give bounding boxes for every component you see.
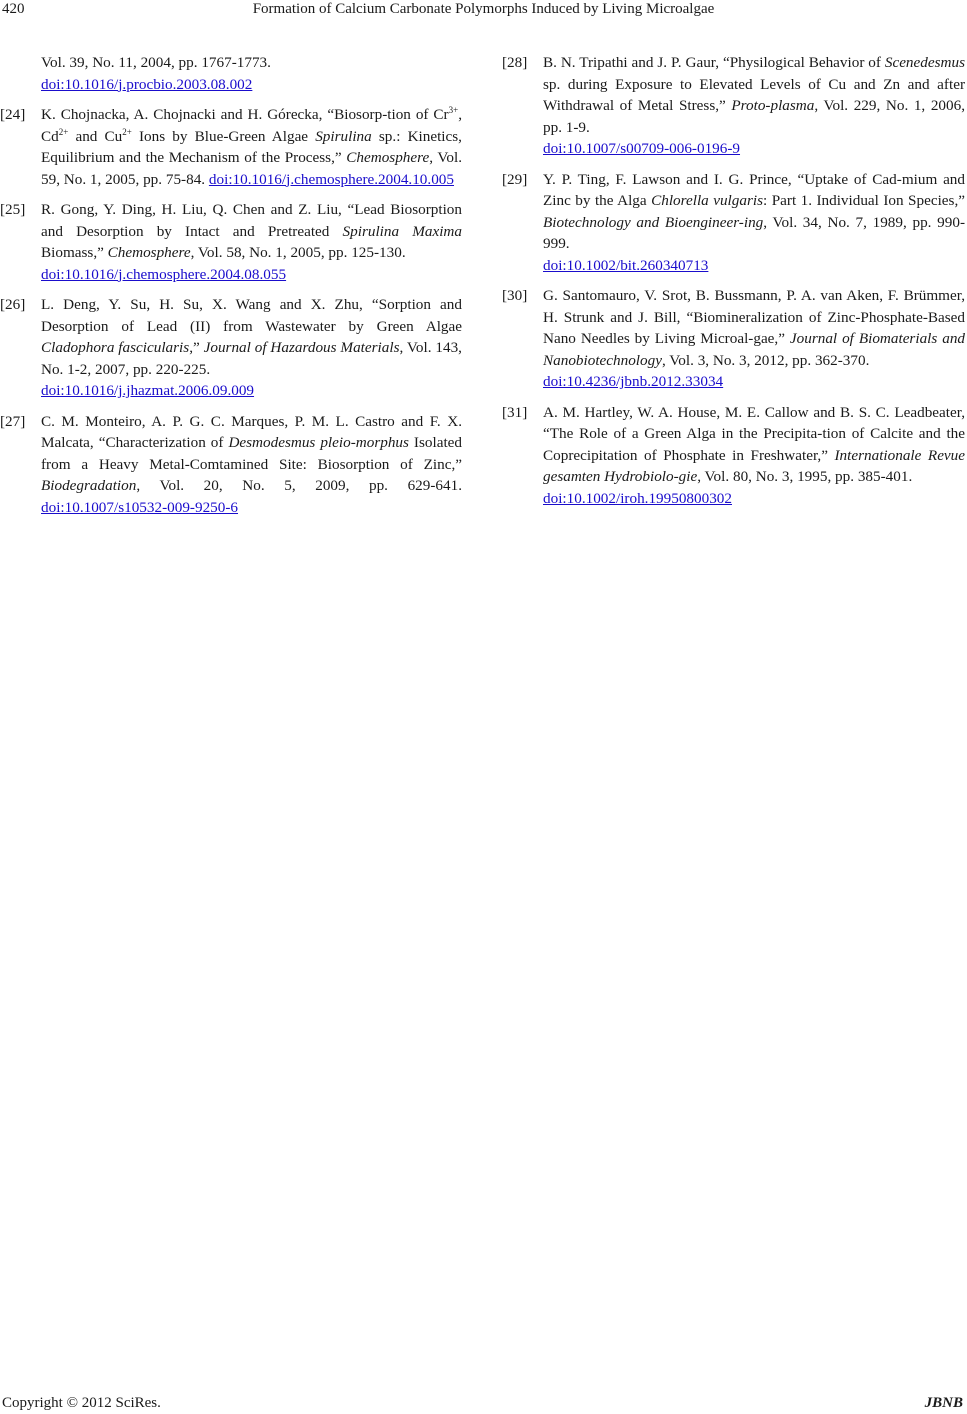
ref-text: sp. during Exposure to Elevated Levels of Cu and Zn and after Withdrawal of Metal Stress,” <box>543 75 965 114</box>
doi-link[interactable]: doi:10.1007/s00709-006-0196-9 <box>543 140 741 157</box>
ref-text: Vol. 39, No. 11, 2004, pp. 1767-1773. <box>41 54 271 71</box>
ref-text: , Vol. 59, No. 1, 2005, pp. 75-84. <box>41 149 462 188</box>
superscript: 2+ <box>122 126 132 137</box>
species-name: Chlorella vulgaris <box>651 192 764 209</box>
journal-name: Chemosphere <box>107 244 191 261</box>
reference-29 <box>502 169 965 277</box>
doi-link[interactable]: doi:10.1016/j.jhazmat.2006.09.009 <box>41 382 255 399</box>
ref-text: , Vol. 20, No. 5, 2009, pp. 629-641. <box>136 477 462 494</box>
reference-23-continuation <box>0 52 462 95</box>
journal-name: Journal of Hazardous Materials <box>203 339 400 356</box>
doi-link[interactable]: doi:10.1002/bit.260340713 <box>543 256 709 274</box>
ref-text: sp.: Kinetics, Equilibrium and the Mechanism of the Process,” <box>41 127 462 166</box>
ref-text: , Vol. 58, No. 1, 2005, pp. 125-130. <box>190 244 406 261</box>
ref-text: Y. P. Ting, F. Lawson and I. G. Prince, “Uptake of Cad-mium and Zinc by the Alga <box>543 170 965 209</box>
reference-26 <box>0 294 462 402</box>
species-name: Cladophora fascicularis <box>41 339 190 356</box>
journal-abbreviation: JBNB <box>924 1395 963 1411</box>
ref-text: L. Deng, Y. Su, H. Su, X. Wang and X. Zhu, “Sorption and Desorption of Lead (II) from Wastewater by Green Algae <box>41 296 462 335</box>
ref-text: and Cu <box>68 127 123 145</box>
ref-text: , Vol. 3, No. 3, 2012, pp. 362-370. <box>661 351 870 369</box>
ref-number: [31] <box>502 403 528 421</box>
journal-name: Proto-plasma <box>731 97 815 114</box>
ref-text: , Vol. 80, No. 3, 1995, pp. 385-401. <box>697 468 913 485</box>
ref-text: C. M. Monteiro, A. P. G. C. Marques, P. M. L. Castro and F. X. Malcata, “Characterization of <box>41 412 462 451</box>
ref-text: , Vol. 229, No. 1, 2006, pp. 1-9. <box>543 97 966 136</box>
ref-text: , Vol. 34, No. 7, 1989, pp. 990-999. <box>543 213 965 252</box>
ref-number: [27] <box>0 412 26 430</box>
right-column <box>502 52 965 518</box>
doi-link[interactable]: doi:10.1007/s10532-009-9250-6 <box>41 498 239 516</box>
journal-name: Biodegradation <box>41 477 137 494</box>
superscript: 2+ <box>58 126 69 137</box>
ref-text: R. Gong, Y. Ding, H. Liu, Q. Chen and Z. Liu, “Lead Biosorption and Desorption by Intact and Pretreated <box>41 201 462 240</box>
ref-number: [30] <box>502 287 528 304</box>
doi-link[interactable]: doi:10.1016/j.chemosphere.2004.08.055 <box>41 265 287 283</box>
ref-number: [24] <box>0 106 26 123</box>
page-number: 420 <box>2 1 25 17</box>
ref-text: : Part 1. Individual Ion Species,” <box>763 192 965 209</box>
reference-25 <box>0 199 462 285</box>
journal-name: Chemosphere <box>346 149 430 166</box>
doi-link[interactable]: doi:10.1002/iroh.19950800302 <box>543 489 732 507</box>
running-title: Formation of Calcium Carbonate Polymorphs Induced by Living Microalgae <box>252 1 715 17</box>
ref-text: Ions by Blue-Green Algae <box>131 127 316 145</box>
ref-text: Isolated from a Heavy Metal-Comtamined Site: Biosorption of Zinc,” <box>41 434 462 473</box>
doi-link[interactable]: doi:10.1016/j.chemosphere.2004.10.005 <box>208 170 454 188</box>
ref-number: [26] <box>0 296 26 313</box>
copyright-notice: Copyright © 2012 SciRes. <box>2 1395 161 1411</box>
ref-text: K. Chojnacka, A. Chojnacki and H. Górecka, “Biosorp-tion of Cr <box>41 106 449 123</box>
page-header <box>0 0 967 22</box>
reference-27 <box>0 411 462 519</box>
ref-text: Biomass,” <box>41 244 108 261</box>
ref-text: , Cd <box>41 106 462 145</box>
ref-text: , Vol. 143, No. 1-2, 2007, pp. 220-225. <box>41 339 462 378</box>
superscript: 3+ <box>448 105 459 115</box>
ref-number: [25] <box>0 201 26 218</box>
reference-30 <box>502 285 965 393</box>
doi-link[interactable]: doi:10.1016/j.procbio.2003.08.002 <box>41 75 253 93</box>
reference-28 <box>502 52 965 160</box>
left-column <box>0 52 462 527</box>
ref-text: A. M. Hartley, W. A. House, M. E. Callow and B. S. C. Leadbeater, “The Role of a Green Alga in the Precipita-tion of Calcite and the Coprecipitation of Phosphate in Freshwater,” <box>543 403 965 464</box>
species-name: Desmodesmus pleio-morphus <box>228 434 409 451</box>
species-name: Spirulina Maxima <box>342 222 462 240</box>
species-name: Scenedesmus <box>884 54 965 71</box>
doi-link[interactable]: doi:10.4236/jbnb.2012.33034 <box>543 373 724 390</box>
ref-text: B. N. Tripathi and J. P. Gaur, “Physilogical Behavior of <box>543 54 885 71</box>
ref-number: [28] <box>502 54 528 71</box>
ref-text: G. Santomauro, V. Srot, B. Bussmann, P. A. van Aken, F. Brümmer, H. Strunk and J. Bill, “Biomineralization of Zinc-Phosphate-Based Nano Needles by Living Microal-gae,” <box>543 287 965 347</box>
journal-name: Journal of Biomaterials and Nanobiotechnology <box>543 330 966 369</box>
reference-24 <box>0 104 462 190</box>
ref-number: [29] <box>502 170 528 188</box>
journal-name: Biotechnology and Bioengineer-ing <box>543 213 764 231</box>
species-name: Spirulina <box>315 127 372 145</box>
ref-text: ,” <box>189 339 204 356</box>
reference-31 <box>502 402 965 510</box>
journal-name: Internationale Revue gesamten Hydrobiolo-gie <box>543 446 966 485</box>
